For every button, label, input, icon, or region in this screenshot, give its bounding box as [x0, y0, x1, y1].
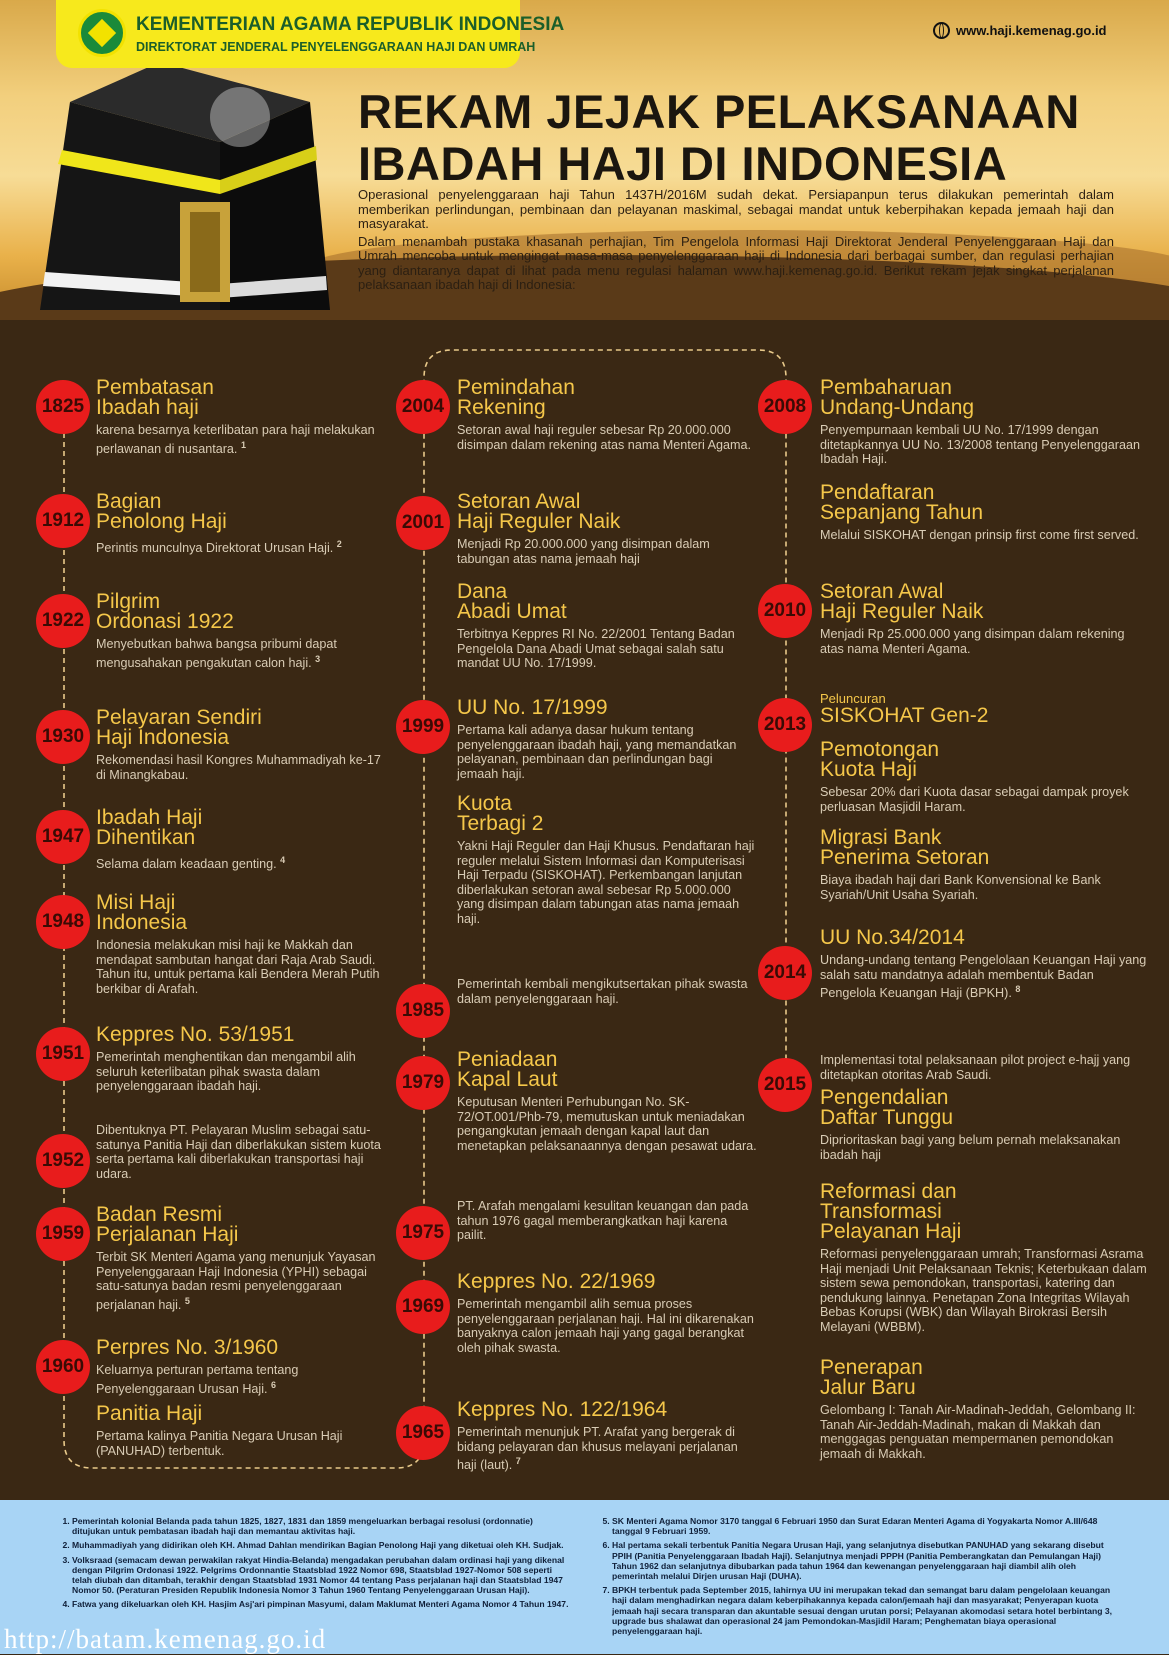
entry-heading: Penerima Setoran: [820, 846, 990, 869]
year-marker: 1951: [36, 1027, 90, 1081]
entry-description: [820, 1247, 1150, 1334]
entry-description: [96, 1363, 386, 1396]
entry-description: [457, 1297, 757, 1355]
timeline-entry: [820, 1358, 1150, 1461]
entry-heading: Setoran Awal: [457, 490, 581, 513]
entry-heading: Peniadaan: [457, 1048, 558, 1071]
entry-text: Biaya ibadah haji dari Bank Konvensional ke Bank Syariah/Unit Usaha Syariah.: [820, 873, 1101, 902]
footnote-item: 2. Muhammadiyah yang didirikan oleh KH. Ahmad Dahlan mendirikan Bagian Penolong Haji yang diketuai oleh KH. Sudjak.: [72, 1540, 572, 1550]
entry-description: [457, 1199, 757, 1243]
entry-heading: Abadi Umat: [457, 600, 567, 623]
entry-description: [457, 423, 757, 452]
entry-description: [96, 938, 386, 996]
timeline-entry: [457, 972, 757, 1006]
entry-heading: Haji Indonesia: [96, 726, 230, 749]
footnote-list: [52, 1516, 572, 1610]
entry-description: [96, 637, 386, 670]
entry-description: [457, 723, 757, 781]
entry-text: Pertama kali adanya dasar hukum tentang penyelenggaraan ibadah haji, yang memandatkan pelayanan, pembinaan dan perlindungan bagi jemaah haji.: [457, 723, 737, 781]
footnote-ref: 6: [271, 1379, 277, 1390]
year-marker: 1952: [36, 1134, 90, 1188]
entry-text: Perintis munculnya Direktorat Urusan Haji.: [96, 541, 334, 556]
entry-description: [820, 423, 1150, 467]
entry-description: [96, 1050, 386, 1094]
year-marker: 2008: [758, 380, 812, 434]
entry-description: [457, 839, 757, 926]
timeline-entry: [457, 582, 757, 671]
year-marker: 1999: [396, 700, 450, 754]
year-marker: 1825: [36, 380, 90, 434]
entry-heading: Keppres No. 53/1951: [96, 1023, 295, 1046]
year-marker: 1922: [36, 594, 90, 648]
entry-description: [820, 528, 1150, 543]
entry-description: [96, 853, 386, 872]
entry-text: Menjadi Rp 25.000.000 yang disimpan dalam rekening atas nama Menteri Agama.: [820, 627, 1125, 656]
footnote-ref: 7: [515, 1456, 521, 1466]
timeline-entry: [820, 828, 1150, 902]
entry-text: Menyebutkan bahwa bangsa pribumi dapat mengusahakan pengakutan calon haji.: [96, 637, 337, 670]
entry-heading: Pembatasan: [96, 376, 214, 399]
entry-text: karena besarnya keterlibatan para haji melakukan perlawanan di nusantara.: [96, 423, 375, 456]
entry-heading: Pengendalian: [820, 1086, 949, 1109]
timeline-entry: [457, 698, 757, 781]
watermark-url: http://batam.kemenag.go.id: [4, 1624, 327, 1654]
entry-text: Keluarnya perturan pertama tentang Penyelenggaraan Urusan Haji.: [96, 1363, 299, 1396]
footnotes-left: [52, 1516, 572, 1614]
entry-heading: Kapal Laut: [457, 1068, 558, 1091]
entry-heading: Badan Resmi: [96, 1203, 223, 1226]
entry-heading: UU No. 17/1999: [457, 696, 608, 719]
timeline-entry: [457, 1050, 757, 1153]
entry-text: Yakni Haji Reguler dan Haji Khusus. Pendaftaran haji reguler melalui Sistem Informasi dan Komputerisasi Haji Terpadu (SISKOHAT). Perkembangan lanjutan diberlakukan setoran awal sebesar Rp 5.000.000 yang disimpan dalam tabungan atas nama jemaah haji.: [457, 839, 755, 926]
entry-text: Selama dalam keadaan genting.: [96, 857, 277, 872]
entry-heading: Transformasi: [820, 1200, 942, 1223]
entry-heading: Terbagi 2: [457, 812, 544, 835]
footnote-list: [592, 1516, 1116, 1636]
entry-description: [820, 1053, 1150, 1082]
ministry-name: KEMENTERIAN AGAMA REPUBLIK INDONESIA: [136, 14, 565, 35]
year-marker: 1948: [36, 895, 90, 949]
entry-description: [96, 537, 386, 556]
footnote-item: 3. Volksraad (semacam dewan perwakilan rakyat Hindia-Belanda) mengadakan perubahan dalam ordinasi haji yang dikenal dengan Pilgrim Ordonasi 1922. Pelgrims Ordonnantie Staatsblad 1922 Nomor 698, Staatsblad 1927-Nomor 508 seperti telah diubah dan ditambah, terakhir dengan Staatsblad 1931 Nomor 44 tentang Pass perjalanan haji dan Staatsblad 1947 Nomor 50. (Peraturan Presiden Republik Indonesia Nomor 3 Tahun 1960 Tentang Penyelenggaraan Urusan Haji).: [72, 1555, 572, 1596]
footnote-item: 5. SK Menteri Agama Nomor 3170 tanggal 6 Februari 1950 dan Surat Edaran Menteri Agama di Yogyakarta Nomor A.III/648 tanggal 9 Februari 1959.: [612, 1516, 1116, 1536]
timeline-entry: [820, 1048, 1150, 1082]
entry-description: [820, 627, 1150, 656]
timeline-entry: [820, 740, 1150, 814]
entry-heading: Indonesia: [96, 911, 188, 934]
year-marker: 1960: [36, 1340, 90, 1394]
entry-heading: Kuota Haji: [820, 758, 917, 781]
entry-description: [96, 1429, 386, 1458]
entry-description: [457, 977, 757, 1006]
entry-heading: Kuota: [457, 792, 512, 815]
year-marker: 1969: [396, 1280, 450, 1334]
entry-heading: Ordonasi 1922: [96, 610, 234, 633]
timeline-entry: [96, 893, 386, 996]
entry-description: [820, 785, 1150, 814]
footnote-ref: 1: [240, 439, 246, 450]
entry-text: Implementasi total pelaksanaan pilot project e-hajj yang ditetapkan otoritas Arab Saudi.: [820, 1053, 1131, 1082]
title-line-2: IBADAH HAJI DI INDONESIA: [358, 137, 1008, 190]
entry-heading: Pelayaran Sendiri: [96, 706, 262, 729]
timeline-entry: [96, 492, 386, 556]
timeline-entry: [820, 378, 1150, 467]
timeline-entry: [96, 1025, 386, 1094]
footnote-ref: 5: [184, 1295, 190, 1306]
timeline-entry: [457, 1400, 757, 1473]
entry-heading: Daftar Tunggu: [820, 1106, 954, 1129]
entry-text: Sebesar 20% dari Kuota dasar sebagai dampak proyek perluasan Masjidil Haram.: [820, 785, 1129, 814]
website-text: www.haji.kemenag.go.id: [956, 23, 1107, 38]
entry-description: [457, 627, 757, 671]
timeline-entry: [96, 1338, 386, 1396]
timeline-entry: [457, 378, 757, 452]
year-marker: 1930: [36, 710, 90, 764]
timeline-entry: [457, 492, 757, 566]
entry-heading: Panitia Haji: [96, 1402, 203, 1425]
entry-description: [820, 873, 1150, 902]
year-marker: 1947: [36, 810, 90, 864]
entry-heading: Penolong Haji: [96, 510, 227, 533]
entry-heading: Pemindahan: [457, 376, 575, 399]
footnote-ref: 2: [336, 539, 342, 549]
entry-text: Dibentuknya PT. Pelayaran Muslim sebagai satu-satunya Panitia Haji dan diberlakukan sistem kuota serta pertama kali diberlakukan transportasi haji udara.: [96, 1123, 381, 1181]
year-marker: 2015: [758, 1058, 812, 1112]
footnote-item: 1. Pemerintah kolonial Belanda pada tahun 1825, 1827, 1831 dan 1859 mengeluarkan berbagai resolusi (ordonnatie) ditujukan untuk pembatasan ibadah haji dan memantau aktivitas haji.: [72, 1516, 572, 1536]
footnote-item: 7. BPKH terbentuk pada September 2015, lahirnya UU ini merupakan tekad dan semangat baru dalam pengelolaan keuangan haji dalam menghadirkan negara dalam keberpihakannya kepada calon/jemaah haji dan masyarakat; Penyerapan kuota jemaah haji secara transparan dan akuntable sesuai dengan urutan porsi; Pelayanan akomodasi setara hotel berbintang 3, upgrade bus shalawat dan operasional 24 jam Pemondokan-Masjidil Haram; Penghematan biaya operasional penyelenggaraan haji.: [612, 1585, 1116, 1636]
entry-description: [820, 1403, 1150, 1461]
entry-heading: Migrasi Bank: [820, 826, 942, 849]
entry-description: [96, 423, 386, 456]
entry-text: Diprioritaskan bagi yang belum pernah melaksanakan ibadah haji: [820, 1133, 1121, 1162]
timeline-entry: [96, 1118, 386, 1181]
entry-heading: Penerapan: [820, 1356, 923, 1379]
year-marker: 2001: [396, 496, 450, 550]
entry-heading: Pendaftaran: [820, 481, 935, 504]
entry-heading: Rekening: [457, 396, 546, 419]
title-line-1: REKAM JEJAK PELAKSANAAN: [358, 85, 1080, 138]
entry-text: Pemerintah menunjuk PT. Arafat yang bergerak di bidang pelayaran dan khusus melayani perjalanan haji (laut).: [457, 1425, 738, 1473]
timeline-entry: [820, 1088, 1150, 1162]
year-marker: 1912: [36, 494, 90, 548]
entry-heading: UU No.34/2014: [820, 926, 965, 949]
year-marker: 2013: [758, 698, 812, 752]
entry-heading: Bagian: [96, 490, 162, 513]
intro-paragraph: Operasional penyelenggaraan haji Tahun 1437H/2016M sudah dekat. Persiapanpun terus dilakukan pemerintah dalam memberikan perlindungan, pembinaan dan pelayanan maskimal, sebagai mandat untuk keberpihakan kepada jemaah haji dan masyarakat.: [358, 187, 1114, 231]
intro-paragraph: Dalam menambah pustaka khasanah perhajian, Tim Pengelola Informasi Haji Direktorat Jenderal Penyelenggaraan Haji dan Umrah mencoba untuk mengingat masa-masa penyelenggaraan haji di Indonesia dari berbagai sumber, dan regulasi perhajian yang diantaranya dapat di lihat pada menu regulasi halaman www.haji.kemenag.go.id. Berikut rekam jejak singkat perjalanan pelaksanaan ibadah haji di Indonesia:: [358, 233, 1114, 292]
entry-text: Keputusan Menteri Perhubungan No. SK-72/OT.001/Phb-79, memutuskan untuk meniadakan pengangkutan jemaah dengan kapal laut dan menetapkan pelaksanaannya dengan pesawat udara.: [457, 1095, 757, 1153]
entry-description: [820, 1133, 1150, 1162]
entry-heading: Haji Reguler Naik: [457, 510, 621, 533]
entry-text: Gelombang I: Tanah Air-Madinah-Jeddah, Gelombang II: Tanah Air-Jeddah-Madinah, makan di Makkah dan menggagas penguatan mempermanen pemondokan jemaah di Makkah.: [820, 1403, 1136, 1461]
entry-heading: Pelayanan Haji: [820, 1220, 962, 1243]
entry-text: Melalui SISKOHAT dengan prinsip first come first served.: [820, 528, 1139, 542]
year-marker: 1975: [396, 1206, 450, 1260]
entry-description: [457, 1425, 757, 1473]
year-marker: 2010: [758, 584, 812, 638]
entry-text: Setoran awal haji reguler sebesar Rp 20.000.000 disimpan dalam rekening atas nama Menteri Agama.: [457, 423, 752, 452]
entry-description: [457, 1095, 757, 1153]
entry-heading: Setoran Awal: [820, 580, 944, 603]
entry-heading: Ibadah haji: [96, 396, 199, 419]
timeline-entry: [820, 582, 1150, 656]
year-marker: 1985: [396, 984, 450, 1038]
entry-text: Undang-undang tentang Pengelolaan Keuangan Haji yang salah satu mandatnya adalah membentuk Badan Pengelola Keuangan Haji (BPKH).: [820, 953, 1147, 1001]
timeline-entry: [820, 692, 1150, 726]
footnote-ref: 3: [315, 653, 321, 664]
timeline-entry: [457, 794, 757, 926]
timeline-entry: [820, 1182, 1150, 1334]
year-marker: 2014: [758, 946, 812, 1000]
timeline-entry: [820, 483, 1150, 543]
entry-text: Pemerintah kembali mengikutsertakan pihak swasta dalam penyelenggaraan haji.: [457, 977, 748, 1006]
entry-heading: Keppres No. 22/1969: [457, 1270, 656, 1293]
entry-description: [457, 537, 757, 566]
footnote-ref: 4: [280, 855, 286, 865]
entry-heading: Reformasi dan: [820, 1180, 957, 1203]
entry-description: [820, 953, 1150, 1001]
entry-heading: Keppres No. 122/1964: [457, 1398, 668, 1421]
entry-heading: Pemotongan: [820, 738, 940, 761]
timeline-entry: [96, 1404, 386, 1458]
entry-heading: Perjalanan Haji: [96, 1223, 239, 1246]
year-marker: 1965: [396, 1406, 450, 1460]
entry-text: Pemerintah mengambil alih semua proses penyelenggaraan perjalanan haji. Hal ini dikarenakan banyaknya calon jemaah haji yang gagal berangkat oleh pihak swasta.: [457, 1297, 754, 1355]
footnote-ref: 8: [1015, 984, 1021, 994]
entry-description: [96, 753, 386, 782]
entry-heading: Pembaharuan: [820, 376, 952, 399]
entry-heading: Dana: [457, 580, 508, 603]
year-marker: 2004: [396, 380, 450, 434]
timeline-entry: [457, 1194, 757, 1243]
entry-heading: Undang-Undang: [820, 396, 975, 419]
entry-text: Reformasi penyelenggaraan umrah; Transformasi Asrama Haji menjadi Unit Pelaksanaan Teknis; Keterbukaan dalam sistem sewa pemondokan, transportasi, katering dan pendukung lainnya. Penetapan Zona Integritas Wilayah Bebas Korupsi (WBK) dan Wilayah Birokrasi Bersih Melayani (WBBM).: [820, 1247, 1147, 1334]
timeline-entry: [96, 808, 386, 872]
entry-text: Rekomendasi hasil Kongres Muhammadiyah ke-17 di Minangkabau.: [96, 753, 381, 782]
entry-text: Menjadi Rp 20.000.000 yang disimpan dalam tabungan atas nama jemaah haji: [457, 537, 710, 566]
entry-heading: Jalur Baru: [820, 1376, 916, 1399]
entry-heading: SISKOHAT Gen-2: [820, 704, 989, 727]
year-marker: 1979: [396, 1056, 450, 1110]
entry-text: Indonesia melakukan misi haji ke Makkah dan mendapat sambutan hangat dari Raja Arab Saudi. Tahun itu, untuk pertama kali Bendera Merah Putih berkibar di Arafah.: [96, 938, 380, 996]
year-marker: 1959: [36, 1207, 90, 1261]
entry-text: Pertama kalinya Panitia Negara Urusan Haji (PANUHAD) terbentuk.: [96, 1429, 343, 1458]
timeline-entry: [820, 928, 1150, 1001]
footnote-item: 4. Fatwa yang dikeluarkan oleh KH. Hasjim Asj'ari pimpinan Masyumi, dalam Maklumat Menteri Agama Nomor 4 Tahun 1947.: [72, 1599, 572, 1609]
entry-description: [96, 1250, 386, 1312]
entry-text: PT. Arafah mengalami kesulitan keuangan dan pada tahun 1976 gagal memberangkatkan haji karena pailit.: [457, 1199, 749, 1242]
entry-heading: Sepanjang Tahun: [820, 501, 984, 524]
entry-text: Penyempurnaan kembali UU No. 17/1999 dengan ditetapkannya UU No. 13/2008 tentang Penyelenggaraan Ibadah Haji.: [820, 423, 1140, 466]
entry-heading: Ibadah Haji: [96, 806, 203, 829]
footnotes-right: [592, 1516, 1116, 1640]
entry-heading: Pilgrim: [96, 590, 161, 613]
entry-heading: Dihentikan: [96, 826, 196, 849]
directorate-name: DIREKTORAT JENDERAL PENYELENGGARAAN HAJI DAN UMRAH: [136, 40, 536, 54]
timeline-entry: [457, 1272, 757, 1355]
entry-heading: Haji Reguler Naik: [820, 600, 984, 623]
timeline-entry: [96, 1205, 386, 1312]
entry-text: Terbit SK Menteri Agama yang menunjuk Yayasan Penyelenggaraan Haji Indonesia (YPHI) sebagai satu-satunya badan resmi penyelenggaraan perjalanan haji.: [96, 1250, 376, 1312]
footnote-item: 6. Hal pertama sekali terbentuk Panitia Negara Urusan Haji, yang selanjutnya disebutkan PANUHAD yang sekarang disebut PPIH (Panitia Penyelenggaraan Ibadah Haji). Selanjutnya menjadi PPPH (Panitia Pemberangkatan dan Pemulangan Haji) Tahun 1962 dan selanjutnya dibubarkan pada tahun 1964 dan kewenangan penyelenggaraan haji diambil alih oleh pemerintah melalui Dirjen urusan Haji (DUHA).: [612, 1540, 1116, 1581]
entry-text: Pemerintah menghentikan dan mengambil alih seluruh keterlibatan pihak swasta dalam penyelenggaraan ibadah haji.: [96, 1050, 356, 1093]
entry-heading: Misi Haji: [96, 891, 176, 914]
entry-text: Terbitnya Keppres RI No. 22/2001 Tentang Badan Pengelola Dana Abadi Umat sebagai salah satu mandat UU No. 17/1999.: [457, 627, 735, 670]
entry-heading: Perpres No. 3/1960: [96, 1336, 279, 1359]
timeline-entry: [96, 378, 386, 456]
entry-prefix: Peluncuran: [820, 691, 886, 706]
entry-description: [96, 1123, 386, 1181]
timeline-entry: [96, 592, 386, 670]
timeline-entry: [96, 708, 386, 782]
